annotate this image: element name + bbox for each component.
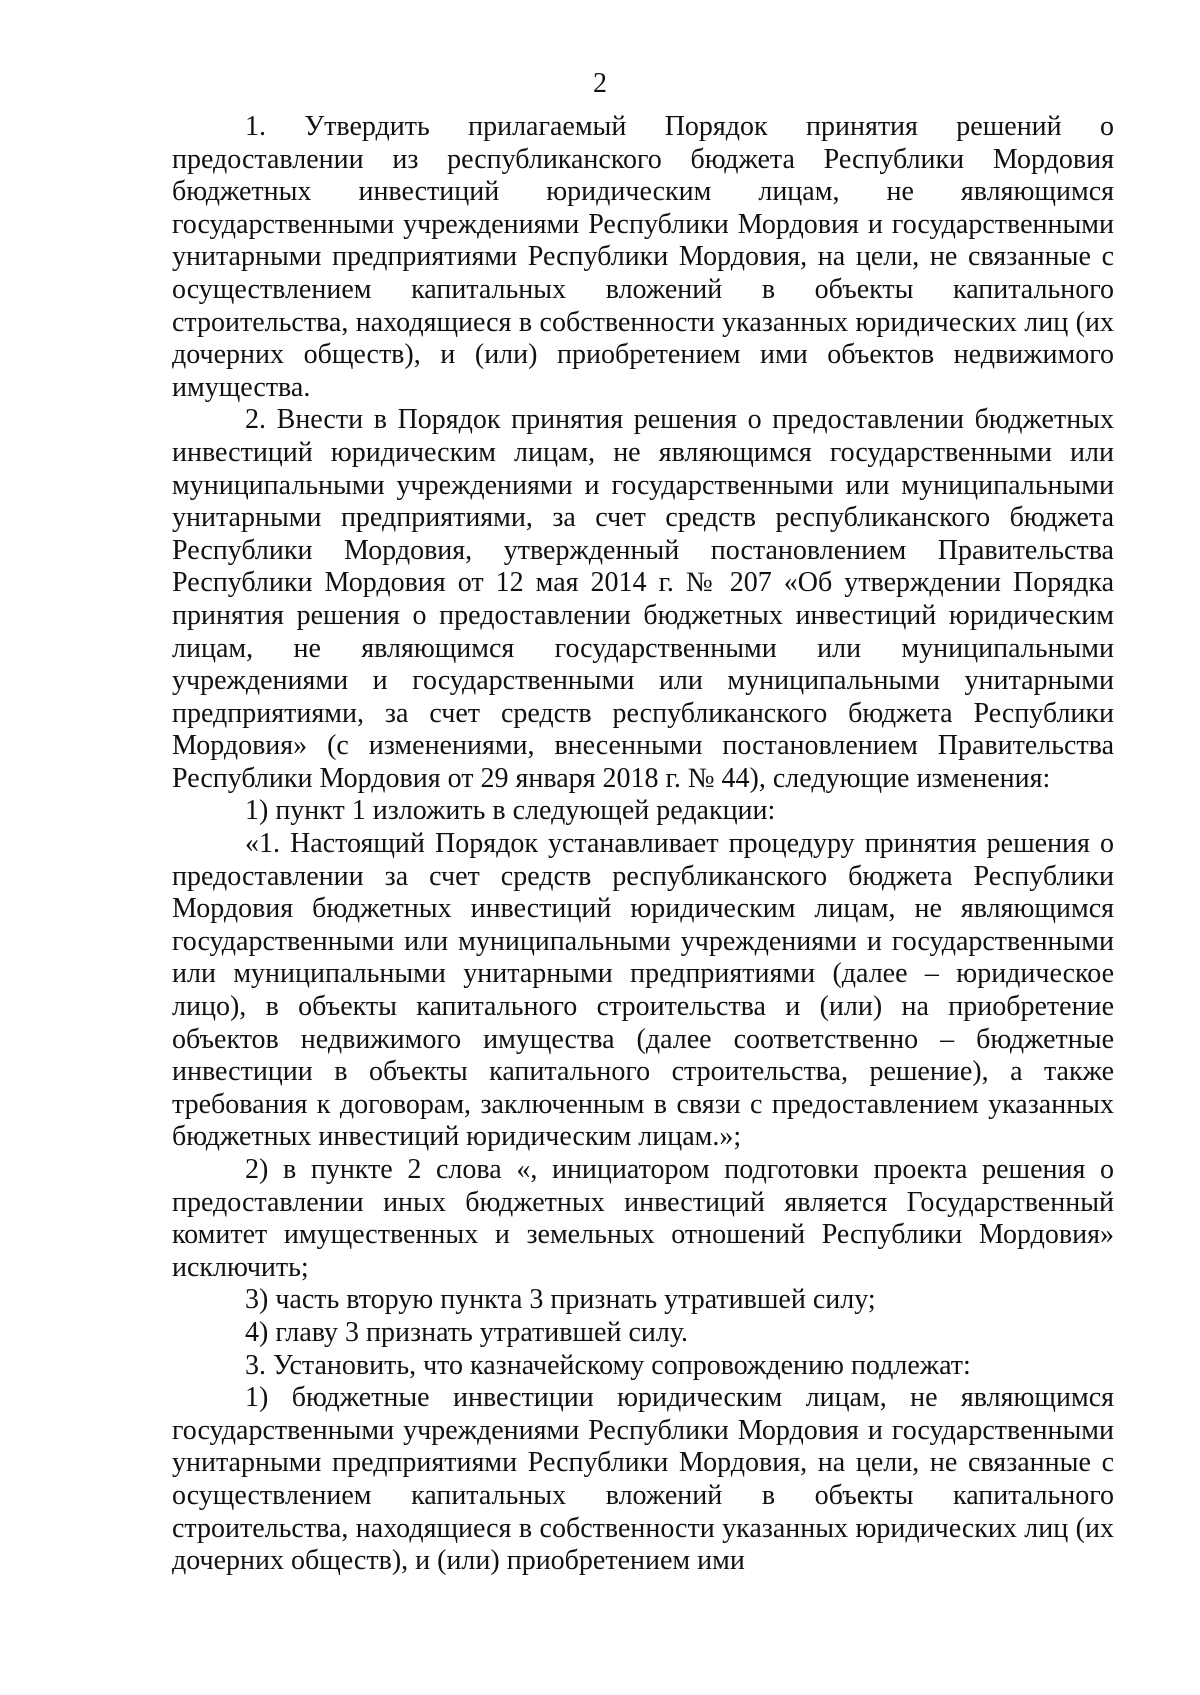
paragraph-2-item-1-new-text: «1. Настоящий Порядок устанавливает процедуру принятия решения о предоставлении за счет средств республиканского бюджета Республики Мордовия бюджетных инвестиций юридическим лицам, не являющимся государственными или муниципальными учреждениями и государственными или муниципальными унитарными предприятиями (далее – юридическое лицо), в объекты капитального строительства и (или) на приобретение объектов недвижимого имущества (далее соответственно – бюджетные инвестиции в объекты капитального строительства, решение), а также требования к договорам, заключенным в связи с предоставлением указанных бюджетных инвестиций юридическим лицам.»; bbox=[172, 828, 1114, 1153]
paragraph-2-item-3: 3) часть вторую пункта 3 признать утратившей силу; bbox=[245, 1284, 876, 1316]
paragraph-3-treasury-support: 3. Установить, что казначейскому сопровождению подлежат: bbox=[245, 1349, 971, 1381]
paragraph-2-item-2: 2) в пункте 2 слова «, инициатором подготовки проекта решения о предоставлении иных бюджетных инвестиций является Государственный комитет имущественных и земельных отношений Республики Мордовия» исключить; bbox=[172, 1154, 1114, 1283]
document-body bbox=[172, 111, 1114, 1578]
paragraph-3-item-1: 1) бюджетные инвестиции юридическим лицам, не являющимся государственными учреждениями Республики Мордовия и государственными унитарными предприятиями Республики Мордовия, на цели, не связанные с осуществлением капитальных вложений в объекты капитального строительства, находящиеся в собственности указанных юридических лиц (их дочерних обществ), и (или) приобретением ими bbox=[172, 1382, 1114, 1577]
paragraph-2-item-4: 4) главу 3 признать утратившей силу. bbox=[245, 1316, 689, 1348]
paragraph-2-amend-procedure: 2. Внести в Порядок принятия решения о предоставлении бюджетных инвестиций юридическим лицам, не являющимся государственными или муниципальными учреждениями и государственными или муниципальными унитарными предприятиями, за счет средств республиканского бюджета Республики Мордовия, утвержденный постановлением Правительства Республики Мордовия от 12 мая 2014 г. № 207 «Об утверждении Порядка принятия решения о предоставлении бюджетных инвестиций юридическим лицам, не являющимся государственными или муниципальными учреждениями и государственными или муниципальными унитарными предприятиями, за счет средств республиканского бюджета Республики Мордовия» (с изменениями, внесенными постановлением Правительства Республики Мордовия от 29 января 2018 г. № 44), следующие изменения: bbox=[172, 404, 1114, 794]
paragraph-2-item-1: 1) пункт 1 изложить в следующей редакции: bbox=[245, 795, 776, 827]
paragraph-1-approve-procedure: 1. Утвердить прилагаемый Порядок принятия решений о предоставлении из республиканского бюджета Республики Мордовия бюджетных инвестиций юридическим лицам, не являющимся государственными учреждениями Республики Мордовия и государственными унитарными предприятиями Республики Мордовия, на цели, не связанные с осуществлением капитальных вложений в объекты капитального строительства, находящиеся в собственности указанных юридических лиц (их дочерних обществ), и (или) приобретением ими объектов недвижимого имущества. bbox=[172, 111, 1114, 403]
page-number: 2 bbox=[593, 68, 607, 99]
